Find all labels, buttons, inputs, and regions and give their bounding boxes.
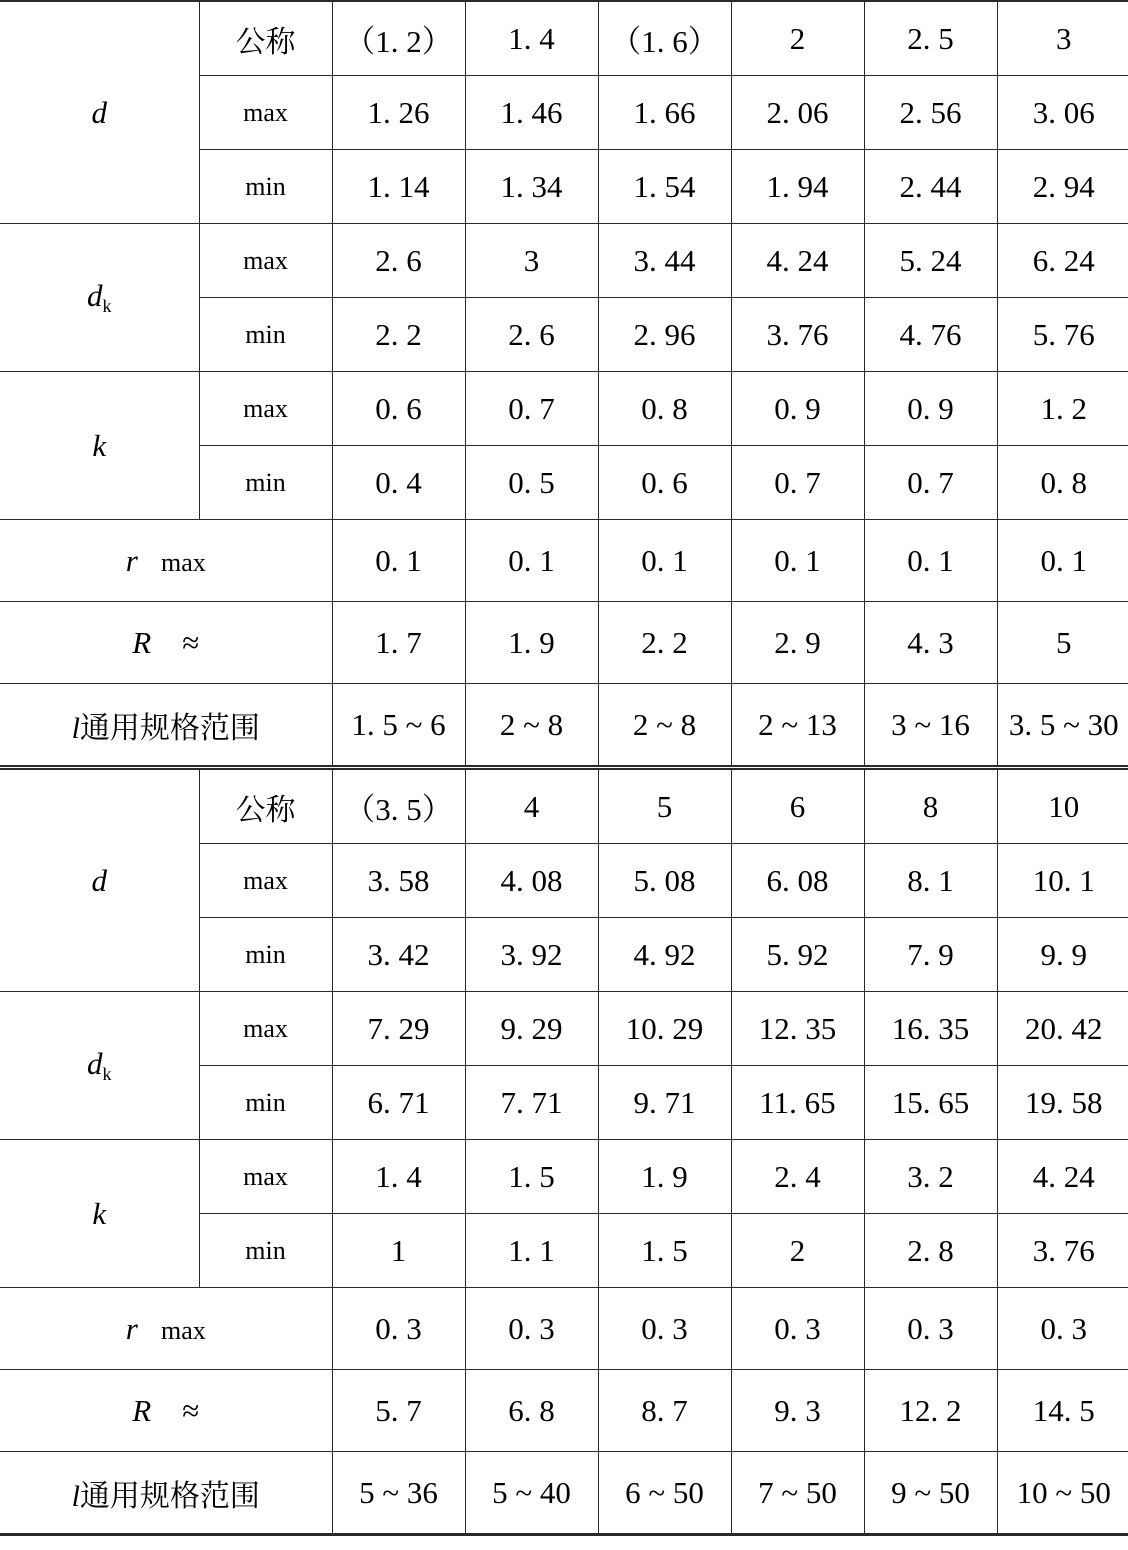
k-min-cell: 2 <box>731 1214 864 1288</box>
l-range-cell: 5 ~ 40 <box>465 1452 598 1535</box>
k-max-cell: 0. 7 <box>465 372 598 446</box>
nominal-cell: （3. 5） <box>332 768 465 844</box>
dk-max-cell: 9. 29 <box>465 992 598 1066</box>
r-max-cell: 0. 1 <box>731 520 864 602</box>
dk-min-cell: 6. 71 <box>332 1066 465 1140</box>
dk-min-cell: 5. 76 <box>997 298 1128 372</box>
k-min-cell: 2. 8 <box>864 1214 997 1288</box>
k-min-cell: 0. 4 <box>332 446 465 520</box>
k-min-cell: 1. 5 <box>598 1214 731 1288</box>
dk-min-cell: 19. 58 <box>997 1066 1128 1140</box>
nominal-label: 公称 <box>199 1 332 76</box>
r-max-cell: 0. 3 <box>332 1288 465 1370</box>
param-l-text: 通用规格范围 <box>79 711 260 745</box>
param-dk-subscript: k <box>102 1064 112 1084</box>
param-r-symbol: r <box>125 542 138 578</box>
k-min-cell: 0. 6 <box>598 446 731 520</box>
r-max-cell: 0. 1 <box>332 520 465 602</box>
R-cell: 2. 2 <box>598 602 731 684</box>
d-max-cell: 10. 1 <box>997 844 1128 918</box>
l-range-cell: 2 ~ 8 <box>598 684 731 768</box>
dk-min-cell: 9. 71 <box>598 1066 731 1140</box>
l-range-cell: 2 ~ 13 <box>731 684 864 768</box>
param-k-label <box>0 372 199 520</box>
d-min-cell: 7. 9 <box>864 918 997 992</box>
l-range-cell: 3 ~ 16 <box>864 684 997 768</box>
param-r-label <box>0 520 332 602</box>
dk-max-cell: 16. 35 <box>864 992 997 1066</box>
d-max-cell: 4. 08 <box>465 844 598 918</box>
dk-min-cell: 2. 2 <box>332 298 465 372</box>
param-dk-symbol: d <box>87 278 103 313</box>
l-range-cell: 3. 5 ~ 30 <box>997 684 1128 768</box>
param-k-symbol: k <box>92 1195 107 1231</box>
k-max-cell: 1. 5 <box>465 1140 598 1214</box>
k-max-cell: 2. 4 <box>731 1140 864 1214</box>
d-min-cell: 5. 92 <box>731 918 864 992</box>
k-min-cell: 0. 8 <box>997 446 1128 520</box>
R-cell: 12. 2 <box>864 1370 997 1452</box>
row-nominal <box>0 768 1128 844</box>
d-max-cell: 3. 58 <box>332 844 465 918</box>
R-cell: 1. 7 <box>332 602 465 684</box>
k-min-cell: 1 <box>332 1214 465 1288</box>
d-min-cell: 9. 9 <box>997 918 1128 992</box>
k-min-cell: 0. 5 <box>465 446 598 520</box>
param-d-label <box>0 1 199 224</box>
param-l-symbol: l <box>71 711 80 745</box>
param-R-label <box>0 602 332 684</box>
d-min-cell: 1. 14 <box>332 150 465 224</box>
r-max-cell: 0. 3 <box>465 1288 598 1370</box>
nominal-cell: 10 <box>997 768 1128 844</box>
dk-max-cell: 10. 29 <box>598 992 731 1066</box>
d-min-cell: 3. 42 <box>332 918 465 992</box>
k-max-cell: 0. 9 <box>864 372 997 446</box>
k-max-cell: 0. 9 <box>731 372 864 446</box>
dk-max-cell: 3 <box>465 224 598 298</box>
d-min-cell: 1. 94 <box>731 150 864 224</box>
r-max-cell: 0. 3 <box>731 1288 864 1370</box>
param-k-label <box>0 1140 199 1288</box>
d-min-cell: 4. 92 <box>598 918 731 992</box>
min-label: min <box>199 298 332 372</box>
dk-max-cell: 3. 44 <box>598 224 731 298</box>
max-label: max <box>199 76 332 150</box>
nominal-cell: （1. 6） <box>598 1 731 76</box>
spec-table-body <box>0 1 1128 1535</box>
r-max-cell: 0. 1 <box>598 520 731 602</box>
dk-min-cell: 2. 96 <box>598 298 731 372</box>
nominal-cell: 2 <box>731 1 864 76</box>
min-label: min <box>199 446 332 520</box>
k-max-cell: 4. 24 <box>997 1140 1128 1214</box>
dk-max-cell: 7. 29 <box>332 992 465 1066</box>
row-l-range <box>0 684 1128 768</box>
param-d-label <box>0 768 199 992</box>
row-nominal <box>0 1 1128 76</box>
R-cell: 5 <box>997 602 1128 684</box>
dk-min-cell: 4. 76 <box>864 298 997 372</box>
nominal-cell: 6 <box>731 768 864 844</box>
param-r-max-text: max <box>161 1315 206 1345</box>
dk-max-cell: 6. 24 <box>997 224 1128 298</box>
nominal-cell: 3 <box>997 1 1128 76</box>
l-range-cell: 7 ~ 50 <box>731 1452 864 1535</box>
dk-min-cell: 7. 71 <box>465 1066 598 1140</box>
param-r-label <box>0 1288 332 1370</box>
param-r-symbol: r <box>125 1310 138 1346</box>
row-R <box>0 1370 1128 1452</box>
k-max-cell: 0. 6 <box>332 372 465 446</box>
param-l-text: 通用规格范围 <box>79 1479 260 1513</box>
param-d-symbol: d <box>91 94 107 130</box>
k-min-cell: 0. 7 <box>864 446 997 520</box>
l-range-cell: 10 ~ 50 <box>997 1452 1128 1535</box>
d-min-cell: 1. 34 <box>465 150 598 224</box>
d-max-cell: 1. 66 <box>598 76 731 150</box>
d-min-cell: 2. 94 <box>997 150 1128 224</box>
R-cell: 9. 3 <box>731 1370 864 1452</box>
nominal-label: 公称 <box>199 768 332 844</box>
dk-max-cell: 4. 24 <box>731 224 864 298</box>
row-R <box>0 602 1128 684</box>
l-range-cell: 1. 5 ~ 6 <box>332 684 465 768</box>
row-dk-max <box>0 224 1128 298</box>
R-cell: 14. 5 <box>997 1370 1128 1452</box>
l-range-cell: 9 ~ 50 <box>864 1452 997 1535</box>
l-range-cell: 2 ~ 8 <box>465 684 598 768</box>
R-cell: 6. 8 <box>465 1370 598 1452</box>
max-label: max <box>199 844 332 918</box>
r-max-cell: 0. 3 <box>598 1288 731 1370</box>
param-dk-subscript: k <box>102 296 112 316</box>
nominal-cell: 4 <box>465 768 598 844</box>
d-max-cell: 5. 08 <box>598 844 731 918</box>
k-max-cell: 3. 2 <box>864 1140 997 1214</box>
param-r-max-text: max <box>161 547 206 577</box>
k-min-cell: 3. 76 <box>997 1214 1128 1288</box>
row-k-max <box>0 1140 1128 1214</box>
max-label: max <box>199 372 332 446</box>
param-l-label <box>0 1452 332 1535</box>
k-max-cell: 0. 8 <box>598 372 731 446</box>
r-max-cell: 0. 1 <box>997 520 1128 602</box>
row-l-range <box>0 1452 1128 1535</box>
approx-symbol: ≈ <box>182 624 200 660</box>
dk-min-cell: 2. 6 <box>465 298 598 372</box>
param-dk-label <box>0 992 199 1140</box>
param-l-label <box>0 684 332 768</box>
param-R-label <box>0 1370 332 1452</box>
param-dk-symbol: d <box>87 1046 103 1081</box>
param-l-symbol: l <box>71 1479 80 1513</box>
r-max-cell: 0. 3 <box>864 1288 997 1370</box>
R-cell: 5. 7 <box>332 1370 465 1452</box>
dk-min-cell: 11. 65 <box>731 1066 864 1140</box>
R-cell: 1. 9 <box>465 602 598 684</box>
param-k-symbol: k <box>92 427 107 463</box>
nominal-cell: （1. 2） <box>332 1 465 76</box>
param-R-symbol: R <box>132 1392 152 1428</box>
row-dk-max <box>0 992 1128 1066</box>
k-max-cell: 1. 4 <box>332 1140 465 1214</box>
d-min-cell: 1. 54 <box>598 150 731 224</box>
r-max-cell: 0. 1 <box>465 520 598 602</box>
k-max-cell: 1. 9 <box>598 1140 731 1214</box>
approx-symbol: ≈ <box>182 1392 200 1428</box>
min-label: min <box>199 150 332 224</box>
param-R-symbol: R <box>132 624 152 660</box>
max-label: max <box>199 1140 332 1214</box>
d-max-cell: 1. 26 <box>332 76 465 150</box>
min-label: min <box>199 918 332 992</box>
d-max-cell: 3. 06 <box>997 76 1128 150</box>
k-min-cell: 0. 7 <box>731 446 864 520</box>
max-label: max <box>199 992 332 1066</box>
d-max-cell: 1. 46 <box>465 76 598 150</box>
d-min-cell: 3. 92 <box>465 918 598 992</box>
nominal-cell: 8 <box>864 768 997 844</box>
dk-max-cell: 20. 42 <box>997 992 1128 1066</box>
min-label: min <box>199 1066 332 1140</box>
R-cell: 4. 3 <box>864 602 997 684</box>
dk-min-cell: 15. 65 <box>864 1066 997 1140</box>
l-range-cell: 5 ~ 36 <box>332 1452 465 1535</box>
nominal-cell: 5 <box>598 768 731 844</box>
k-max-cell: 1. 2 <box>997 372 1128 446</box>
nominal-cell: 1. 4 <box>465 1 598 76</box>
R-cell: 8. 7 <box>598 1370 731 1452</box>
min-label: min <box>199 1214 332 1288</box>
r-max-cell: 0. 1 <box>864 520 997 602</box>
r-max-cell: 0. 3 <box>997 1288 1128 1370</box>
row-k-max <box>0 372 1128 446</box>
nominal-cell: 2. 5 <box>864 1 997 76</box>
k-min-cell: 1. 1 <box>465 1214 598 1288</box>
d-max-cell: 8. 1 <box>864 844 997 918</box>
dk-max-cell: 12. 35 <box>731 992 864 1066</box>
param-dk-label <box>0 224 199 372</box>
d-max-cell: 2. 06 <box>731 76 864 150</box>
dk-max-cell: 2. 6 <box>332 224 465 298</box>
d-min-cell: 2. 44 <box>864 150 997 224</box>
dk-max-cell: 5. 24 <box>864 224 997 298</box>
param-d-symbol: d <box>91 862 107 898</box>
d-max-cell: 2. 56 <box>864 76 997 150</box>
R-cell: 2. 9 <box>731 602 864 684</box>
row-r-max <box>0 1288 1128 1370</box>
row-r-max <box>0 520 1128 602</box>
l-range-cell: 6 ~ 50 <box>598 1452 731 1535</box>
max-label: max <box>199 224 332 298</box>
d-max-cell: 6. 08 <box>731 844 864 918</box>
dk-min-cell: 3. 76 <box>731 298 864 372</box>
